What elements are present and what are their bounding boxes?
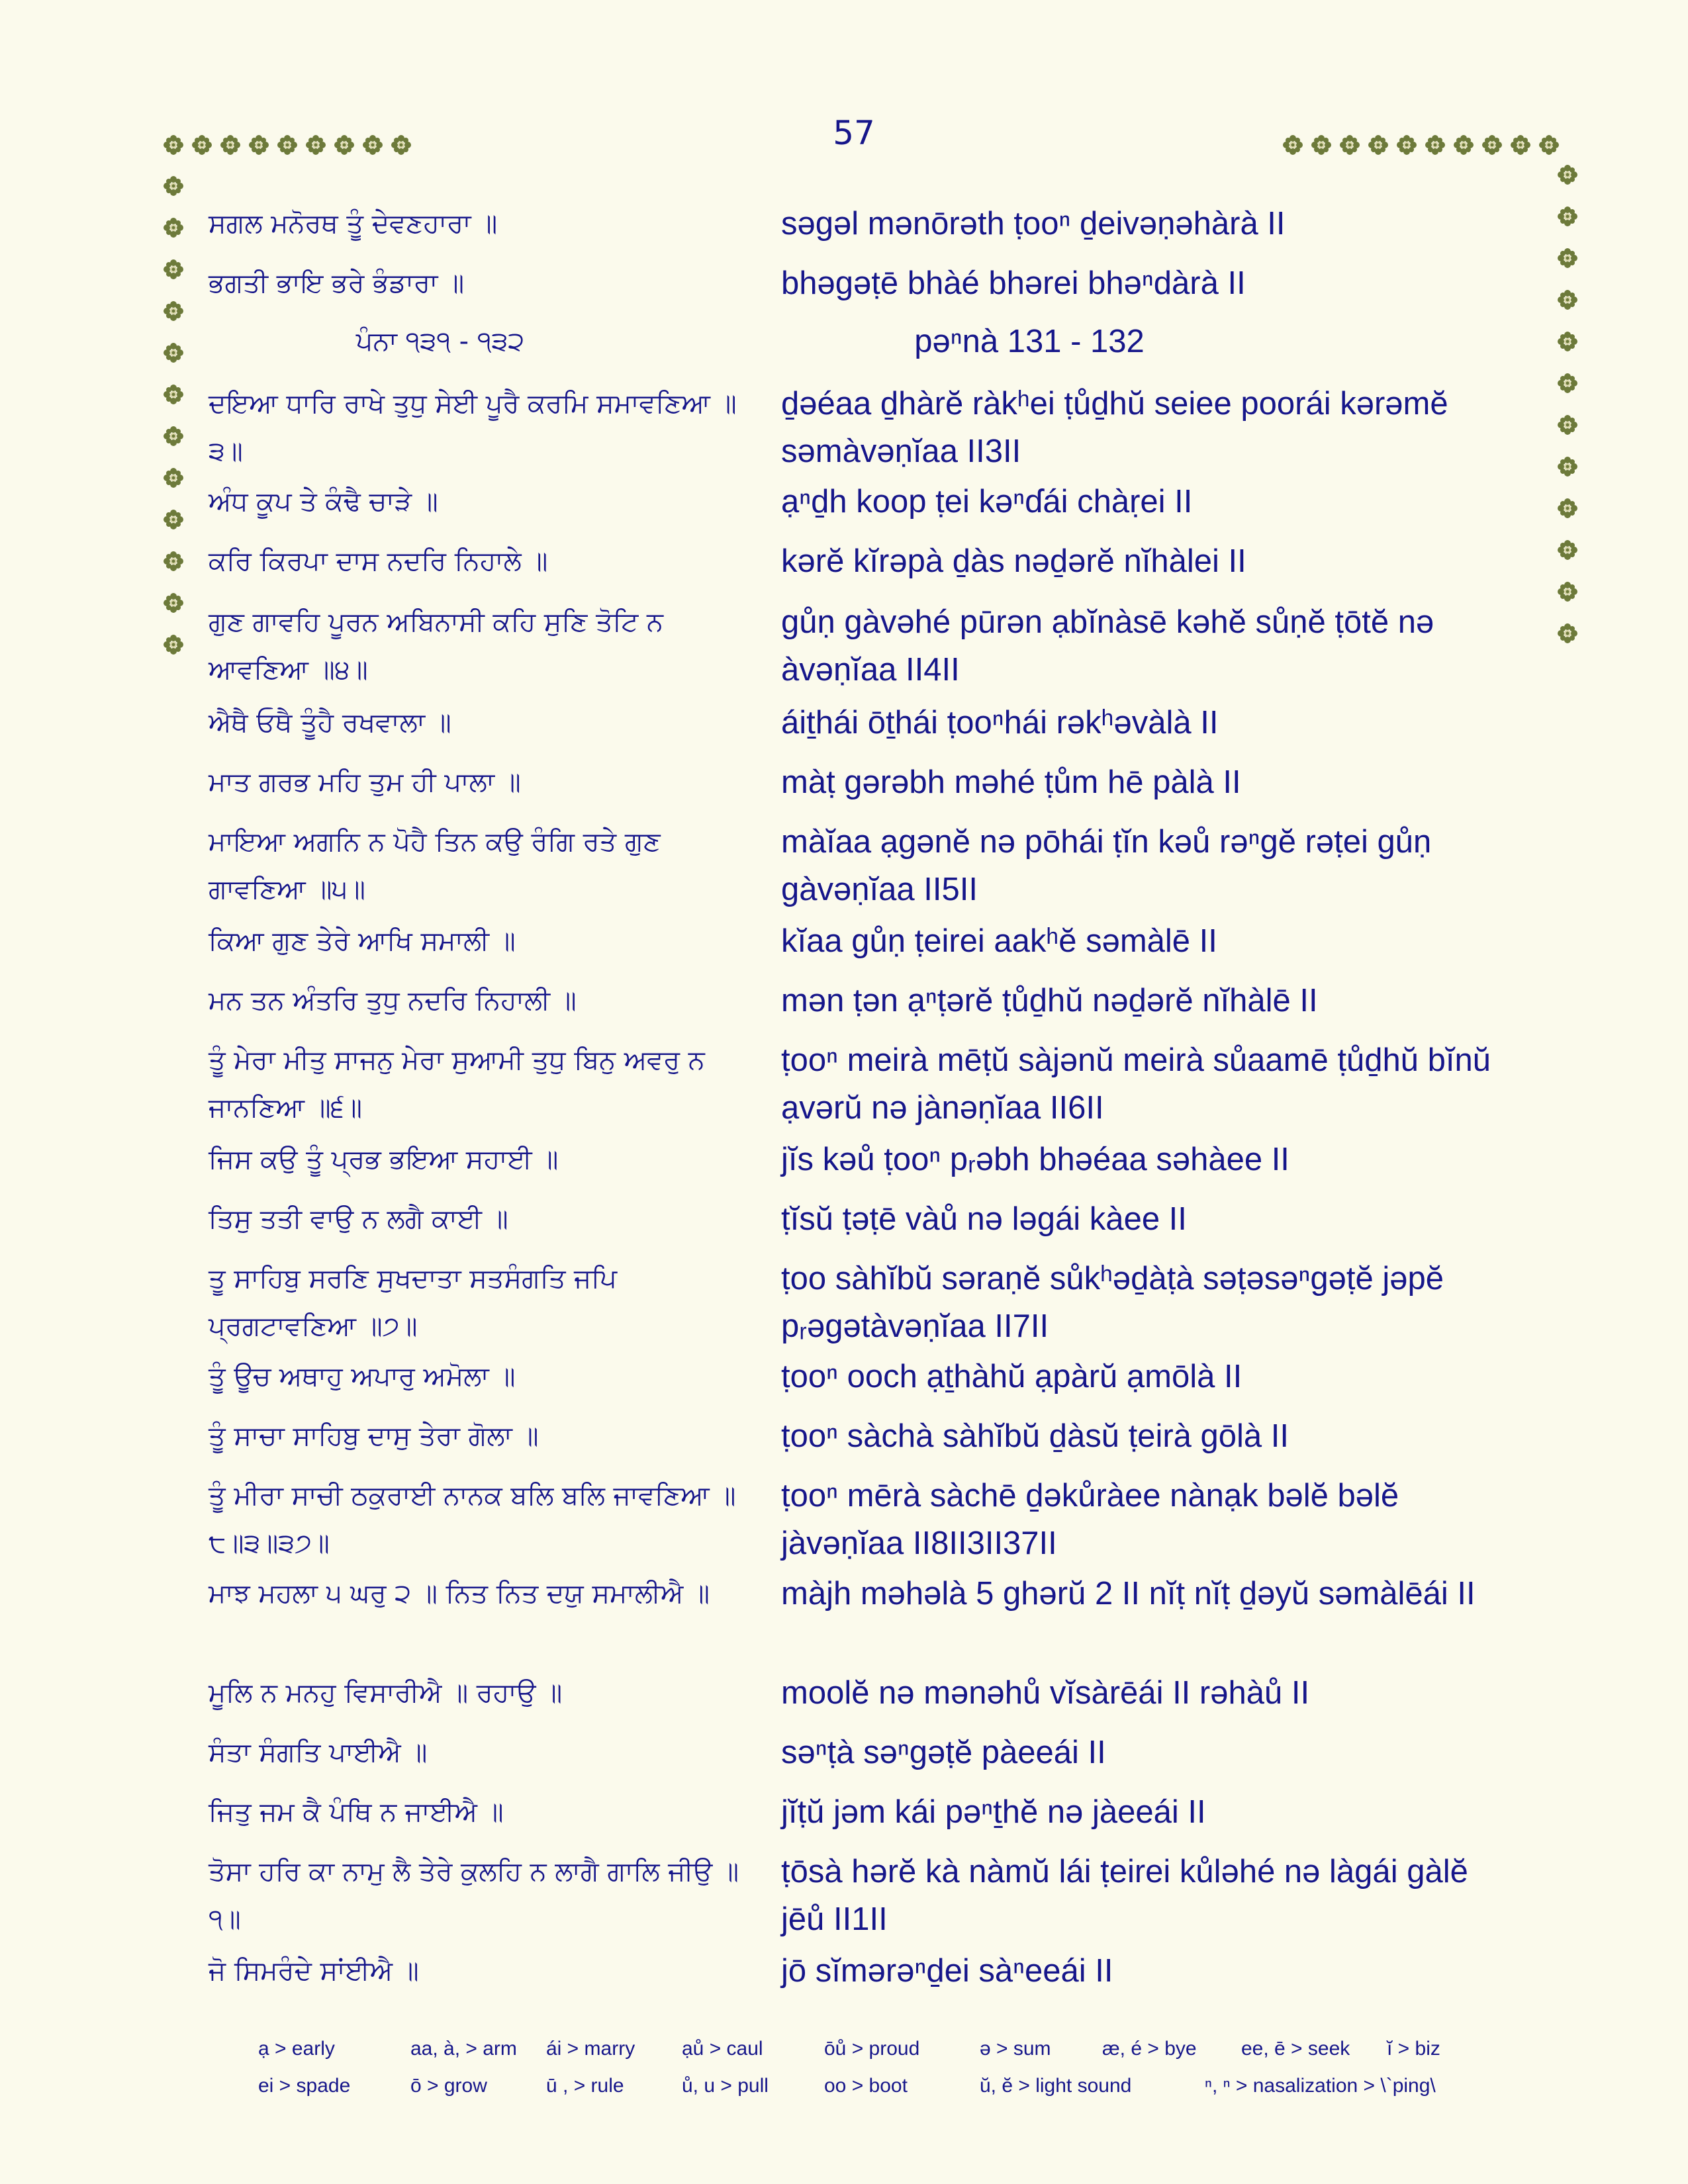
gurmukhi-text: ਮਾਝ ਮਹਲਾ ੫ ਘਰੁ ੨ ॥ ਨਿਤ ਨਿਤ ਦਯੁ ਸਮਾਲੀਐ ॥ [209,1578,710,1609]
gurmukhi-text: ਸਗਲ ਮਨੋਰਥ ਤੂੰ ਦੇਵਣਹਾਰਾ ॥ [209,208,498,239]
transliteration-text: ṭooⁿ meirà mēṭŭ sàjənŭ meirà sůaamē ṭůḏhŭ bĭnŭ ạvərŭ nə jànəṇĭaa II6II [781,1042,1491,1126]
legend-item: ōů > proud [824,2038,920,2060]
pronunciation-legend [258,2030,1516,2110]
transliteration-text: ṭĭsŭ ṭəṭē vàů nə ləgái kàee II [781,1201,1187,1237]
transliteration-text: ṭooⁿ ooch ạṯhàhŭ ạpàrŭ ạmōlà II [781,1359,1243,1394]
gurmukhi-text: ਐਥੈ ਓਥੈ ਤੂੰਹੈ ਰਖਵਾਲਾ ॥ [209,707,451,738]
transliteration-text: màṭ gərəbh məhé ṭům hē pàlà II [781,764,1241,800]
gurmukhi-page-reference: ਪੰਨਾ ੧੩੧ - ੧੩੨ [355,326,525,357]
legend-item: ạ > early [258,2038,335,2060]
transliteration-text: màĭaa ạgənĕ nə pōhái ṭĭn kəů rəⁿgĕ rəṭei gůṇ gàvəṇĭaa II5II [781,824,1432,907]
transliteration-text: bhəgəṭē bhàé bhərei bhəⁿdàrà II [781,265,1246,301]
transliteration-text: ḏəéaa ḏhàrĕ ràkʰei ṭůḏhŭ seiee poorái kərəmĕ səmàvəṇĭaa II3II [781,386,1448,469]
transliteration-text: ṭoo sàhĭbŭ səraṇĕ sůkʰəḏàṭà səṭəsəⁿgəṭĕ jəpĕ pᵣəgətàvəṇĭaa II7II [781,1261,1444,1344]
gurmukhi-text: ਭਗਤੀ ਭਾਇ ਭਰੇ ਭੰਡਾਰਾ ॥ [209,268,465,298]
transliteration-text: kərĕ kĭrəpà ḏàs nəḏərĕ nĭhàlei II [781,543,1246,579]
gurmukhi-text: ਕਰਿ ਕਿਰਪਾ ਦਾਸ ਨਦਰਿ ਨਿਹਾਲੇ ॥ [209,546,548,576]
gurmukhi-text: ਮੂਲਿ ਨ ਮਨਹੁ ਵਿਸਾਰੀਐ ॥ ਰਹਾਉ ॥ [209,1678,563,1708]
legend-item: æ, é > bye [1102,2038,1197,2060]
transliteration-text: gůṇ gàvəhé pūrən ạbĭnàsē kəhĕ sůṇĕ ṭōtĕ nə àvəṇĭaa II4II [781,604,1434,688]
transliteration-text: səⁿṭà səⁿgəṭĕ pàeeái II [781,1735,1106,1770]
gurmukhi-text: ਤੂੰ ਊਚ ਅਥਾਹੁ ਅਪਾਰੁ ਅਮੋਲਾ ॥ [209,1361,516,1392]
gurmukhi-text: ਮਾਇਆ ਅਗਨਿ ਨ ਪੋਹੈ ਤਿਨ ਕਉ ਰੰਗਿ ਰਤੇ ਗੁਣ ਗਾਵਣਿਆ ॥੫॥ [209,827,661,905]
legend-item: ái > marry [546,2038,635,2060]
transliteration-text: ṭōsà hərĕ kà nàmŭ lái ṭeirei kůləhé nə làgái gàlĕ jēů II1II [781,1854,1468,1937]
transliteration-text: ạⁿḏh koop ṭei kəⁿɗái chàṛei II [781,484,1193,520]
gurmukhi-text: ਗੁਣ ਗਾਵਹਿ ਪੂਰਨ ਅਬਿਨਾਸੀ ਕਹਿ ਸੁਣਿ ਤੋਟਿ ਨ ਆਵਣਿਆ ॥੪॥ [209,607,664,685]
gurmukhi-text: ਸੰਤਾ ਸੰਗਤਿ ਪਾਈਐ ॥ [209,1737,428,1768]
gurmukhi-text: ਜਿਸ ਕਉ ਤੂੰ ਪ੍ਰਭ ਭਇਆ ਸਹਾਈ ॥ [209,1144,559,1175]
transliteration-text: ṭooⁿ mērà sàchē ḏəkůràee nànạk bəlĕ bəlĕ jàvəṇĭaa II8II3II37II [781,1478,1399,1561]
legend-item: ⁿ, ⁿ > nasalization > \`ping\ [1205,2075,1436,2097]
legend-item: ạů > caul [682,2038,763,2060]
gurmukhi-text: ਦਇਆ ਧਾਰਿ ਰਾਖੇ ਤੁਧੁ ਸੇਈ ਪੂਰੈ ਕਰਮਿ ਸਮਾਵਣਿਆ ॥੩॥ [209,388,737,467]
legend-item: ů, u > pull [682,2075,769,2097]
legend-item: ō > grow [410,2075,487,2097]
transliteration-text: jĭs kəů ṭooⁿ pᵣəbh bhəéaa səhàee II [781,1142,1289,1177]
legend-row [258,2068,1516,2105]
transliteration-text: moolĕ nə mənəhů vĭsàrēái II rəhàů II [781,1675,1310,1711]
transliteration-text: áiṯhái ōṯhái ṭooⁿhái rəkʰəvàlà II [781,705,1219,741]
page-reference: pəⁿnà 131 - 132 [914,324,1145,359]
gurmukhi-text: ਜੋ ਸਿਮਰੰਦੇ ਸਾਂਈਐ ॥ [209,1956,419,1986]
gurmukhi-text: ਤੂੰ ਮੇਰਾ ਮੀਤੁ ਸਾਜਨੁ ਮੇਰਾ ਸੁਆਮੀ ਤੁਧੁ ਬਿਨੁ ਅਵਰੁ ਨ ਜਾਨਣਿਆ ॥੬॥ [209,1045,705,1123]
gurmukhi-text: ਜਿਤੁ ਜਮ ਕੈ ਪੰਥਿ ਨ ਜਾਈਐ ॥ [209,1797,504,1827]
page-number: 57 [833,114,875,152]
gurmukhi-text: ਕਿਆ ਗੁਣ ਤੇਰੇ ਆਖਿ ਸਮਾਲੀ ॥ [209,926,516,956]
transliteration-text: jĭṭŭ jəm kái pəⁿṯhĕ nə jàeeái II [781,1794,1206,1830]
gurmukhi-text: ਅੰਧ ਕੂਪ ਤੇ ਕੰਢੈ ਚਾੜੇ ॥ [209,486,438,517]
legend-item: ə > sum [980,2038,1051,2060]
gurmukhi-text: ਤਿਸੁ ਤਤੀ ਵਾਉ ਨ ਲਗੈ ਕਾਈ ॥ [209,1204,508,1234]
transliteration-text: səgəl mənōrəth ṭooⁿ ḏeivəṇəhàrà II [781,206,1286,242]
legend-item: ei > spade [258,2075,351,2097]
legend-item: aa, à, > arm [410,2038,517,2060]
gurmukhi-text: ਤੋਸਾ ਹਰਿ ਕਾ ਨਾਮੁ ਲੈ ਤੇਰੇ ਕੁਲਹਿ ਨ ਲਾਗੈ ਗਾਲਿ ਜੀਉ ॥੧॥ [209,1856,739,1934]
legend-row [258,2030,1516,2068]
gurmukhi-text: ਤੂੰ ਸਾਚਾ ਸਾਹਿਬੁ ਦਾਸੁ ਤੇਰਾ ਗੋਲਾ ॥ [209,1421,539,1451]
transliteration-text: jō sĭmərəⁿḏei sàⁿeeái II [781,1953,1113,1989]
legend-item: ŭ, ĕ > light sound [980,2075,1132,2097]
gurmukhi-text: ਤੂੰ ਮੀਰਾ ਸਾਚੀ ਠਕੁਰਾਈ ਨਾਨਕ ਬਲਿ ਬਲਿ ਜਾਵਣਿਆ ॥੮॥੩॥੩੭॥ [209,1480,736,1559]
gurmukhi-text: ਮਾਤ ਗਰਭ ਮਹਿ ਤੁਮ ਹੀ ਪਾਲਾ ॥ [209,767,521,797]
transliteration-text: mən ṭən ạⁿṭərĕ ṭůḏhŭ nəḏərĕ nĭhàlē II [781,983,1318,1019]
legend-item: ee, ē > seek [1241,2038,1350,2060]
transliteration-text: ṭooⁿ sàchà sàhĭbŭ ḏàsŭ ṭeirà gōlà II [781,1418,1289,1454]
transliteration-text: màjh məhəlà 5 ghərŭ 2 II nĭṭ nĭṭ ḏəyŭ səmàlēái II [781,1576,1476,1612]
legend-item: oo > boot [824,2075,908,2097]
gurmukhi-text: ਮਨ ਤਨ ਅੰਤਰਿ ਤੁਧੁ ਨਦਰਿ ਨਿਹਾਲੀ ॥ [209,985,577,1016]
gurmukhi-text: ਤੂ ਸਾਹਿਬੁ ਸਰਣਿ ਸੁਖਦਾਤਾ ਸਤਸੰਗਤਿ ਜਪਿ ਪ੍ਰਗਟਾਵਣਿਆ ॥੭॥ [209,1263,617,1342]
legend-item: ū , > rule [546,2075,624,2097]
legend-item: ĭ > biz [1387,2038,1440,2060]
transliteration-text: kĭaa gůṇ ṭeirei aakʰĕ səmàlē II [781,923,1217,959]
